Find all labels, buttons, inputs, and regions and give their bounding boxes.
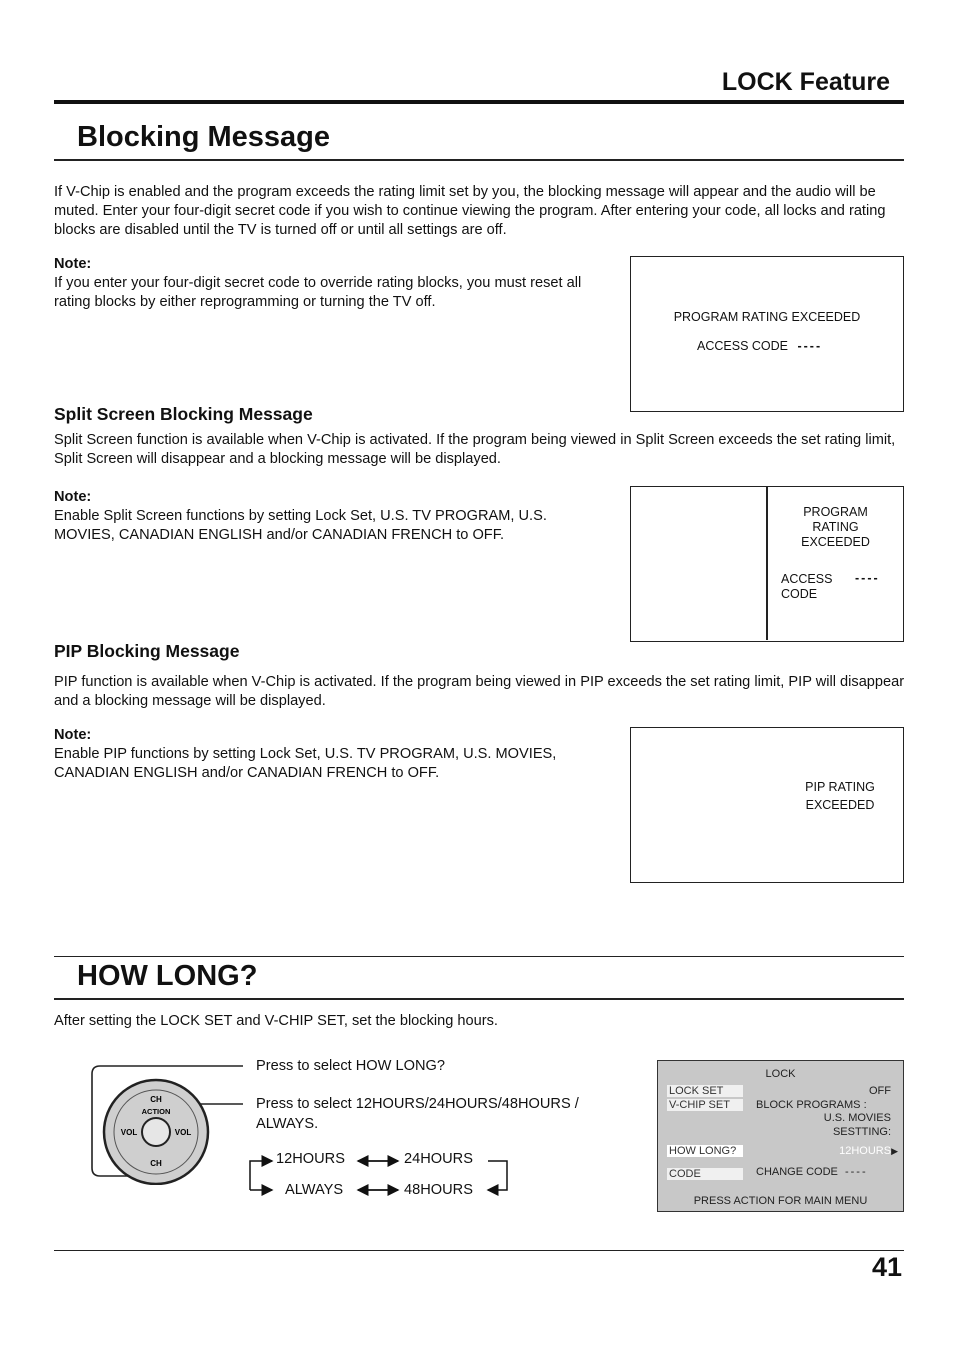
split-title: Split Screen Blocking Message bbox=[54, 404, 313, 424]
section-title-blocking: Blocking Message bbox=[77, 121, 331, 153]
page-number: 41 bbox=[871, 1252, 902, 1282]
code-label: CODE bbox=[781, 587, 818, 601]
split-text: Split Screen function is available when V-Chip is activated. If the program being viewed in Split Screen exceeds the set rating limit, Split Screen will disappear and a blocking message will be displayed. bbox=[54, 432, 896, 467]
pip-title: PIP Blocking Message bbox=[54, 641, 240, 661]
change-code-dashes: ---- bbox=[844, 1166, 868, 1178]
osd-lock-set-value: OFF bbox=[869, 1085, 891, 1097]
remote-illustration bbox=[88, 1060, 258, 1185]
note-label: Note: bbox=[54, 727, 92, 743]
split-msg-line1: PROGRAM bbox=[803, 505, 868, 519]
option-12hours: 12HOURS bbox=[276, 1151, 345, 1167]
osd-footer: PRESS ACTION FOR MAIN MENU bbox=[693, 1195, 868, 1207]
screen-blocking bbox=[630, 256, 904, 412]
note-label: Note: bbox=[54, 489, 92, 505]
split-note bbox=[54, 488, 609, 545]
osd-how-long[interactable]: HOW LONG? bbox=[667, 1145, 743, 1157]
split-access-dashes: ---- bbox=[855, 571, 880, 585]
osd-vchip-value2: U.S. MOVIES bbox=[823, 1112, 891, 1124]
action-button[interactable] bbox=[142, 1118, 170, 1146]
arrow-24-to-48 bbox=[488, 1161, 507, 1190]
arrow-always-to-12 bbox=[250, 1161, 272, 1190]
change-code-text: CHANGE CODE bbox=[756, 1166, 838, 1178]
split-msg-line2: RATING bbox=[812, 520, 859, 534]
ch-up-label: CH bbox=[150, 1095, 162, 1104]
chapter-title: LOCK Feature bbox=[721, 68, 890, 96]
pip-text: PIP function is available when V-Chip is activated. If the program being viewed in PIP exceeds the set rating limit, PIP will disappear and a blocking message will be displayed. bbox=[54, 674, 905, 709]
section-rule-howlong-top bbox=[54, 956, 904, 957]
osd-change-code bbox=[756, 1166, 868, 1178]
note-text: If you enter your four-digit secret code to override rating blocks, you must reset all rating blocks by either reprogramming or turning the TV off. bbox=[54, 275, 582, 310]
section-rule-blocking bbox=[54, 159, 904, 161]
header-rule bbox=[54, 100, 904, 104]
section-title-howlong: HOW LONG? bbox=[77, 960, 258, 992]
note-label: Note: bbox=[54, 256, 92, 272]
screen-message: PROGRAM RATING EXCEEDED bbox=[673, 310, 861, 324]
access-label: ACCESS bbox=[781, 572, 833, 586]
pip-msg-line2: EXCEEDED bbox=[805, 798, 875, 812]
option-48hours: 48HOURS bbox=[404, 1182, 473, 1198]
split-message bbox=[768, 505, 903, 550]
pip-msg-line1: PIP RATING bbox=[805, 780, 875, 794]
osd-title: LOCK bbox=[765, 1068, 796, 1080]
osd-vchip-value3: SESTTING: bbox=[832, 1126, 891, 1138]
vol-right-label: VOL bbox=[174, 1128, 192, 1137]
osd-vchip-set[interactable]: V-CHIP SET bbox=[667, 1099, 743, 1111]
how-long-value-text: 12HOURS bbox=[839, 1145, 892, 1157]
section-rule-howlong bbox=[54, 998, 904, 1000]
pip-message bbox=[781, 778, 899, 814]
step1-caption: Press to select HOW LONG? bbox=[256, 1058, 445, 1074]
osd-code[interactable]: CODE bbox=[667, 1168, 743, 1180]
access-code-label: ACCESS CODE bbox=[697, 339, 788, 353]
option-24hours: 24HOURS bbox=[404, 1151, 473, 1167]
blocking-intro: If V-Chip is enabled and the program exceeds the rating limit set by you, the blocking message will appear and the audio will be muted. Enter your four-digit secret code if you wish to continue viewing the program. After entering your code, all locks and rating blocks are disabled until the TV is turned off or until all settings are off. bbox=[54, 184, 886, 238]
osd-how-long-value[interactable] bbox=[839, 1145, 898, 1157]
screen-access-code bbox=[697, 339, 822, 354]
step2-caption: Press to select 12HOURS/24HOURS/48HOURS / ALWAYS. bbox=[256, 1096, 579, 1132]
osd-lock-set[interactable]: LOCK SET bbox=[667, 1085, 743, 1097]
vol-left-label: VOL bbox=[120, 1128, 138, 1137]
footer-rule bbox=[54, 1250, 904, 1251]
lock-osd-screen bbox=[657, 1060, 904, 1212]
note-text: Enable Split Screen functions by setting Lock Set, U.S. TV PROGRAM, U.S. MOVIES, CANADIAN ENGLISH and/or CANADIAN FRENCH to OFF. bbox=[54, 508, 547, 543]
note-text: Enable PIP functions by setting Lock Set, U.S. TV PROGRAM, U.S. MOVIES, CANADIAN ENGLISH and/or CANADIAN FRENCH to OFF. bbox=[54, 746, 557, 781]
blocking-note bbox=[54, 255, 609, 312]
access-code-dashes: ---- bbox=[797, 339, 823, 353]
option-always: ALWAYS bbox=[285, 1182, 344, 1198]
screen-split bbox=[630, 486, 904, 642]
osd-vchip-value1: BLOCK PROGRAMS : bbox=[756, 1099, 867, 1111]
split-msg-line3: EXCEEDED bbox=[801, 535, 870, 549]
action-label: ACTION bbox=[141, 1107, 171, 1116]
ch-down-label: CH bbox=[150, 1159, 162, 1168]
split-access-code bbox=[781, 572, 832, 602]
triangle-right-icon: ▶ bbox=[891, 1146, 898, 1156]
screen-pip bbox=[630, 727, 904, 883]
pip-note bbox=[54, 726, 609, 783]
howlong-intro: After setting the LOCK SET and V-CHIP SET, set the blocking hours. bbox=[54, 1013, 498, 1029]
